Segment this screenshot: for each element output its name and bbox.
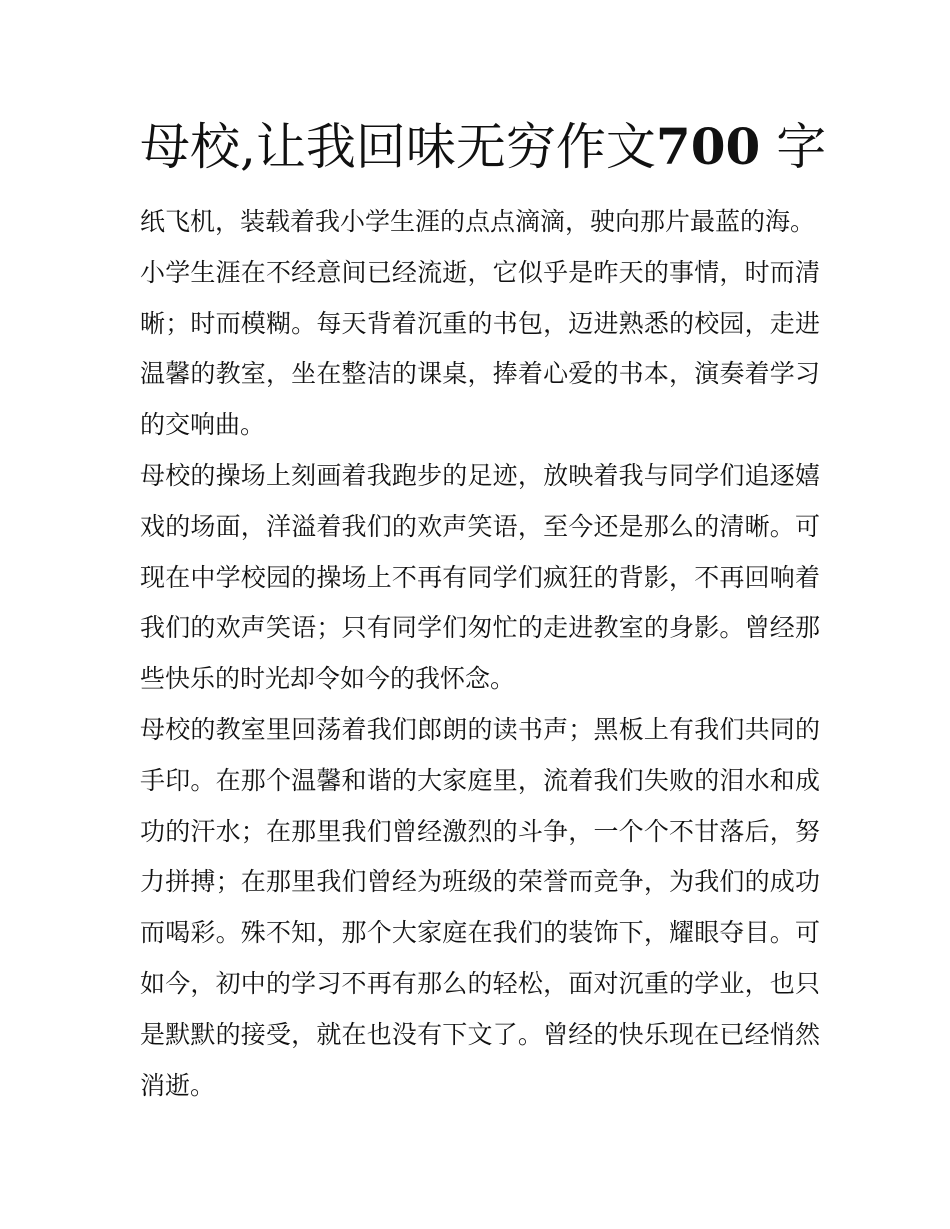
paragraph-4: 母校的教室里回荡着我们郎朗的读书声；黑板上有我们共同的手印。在那个温馨和谐的大家庭里，流着我们失败的泪水和成功的汗水；在那里我们曾经激烈的斗争，一个个不甘落后，努力拼搏；在那里我们曾经为班级的荣誉而竞争，为我们的成功而喝彩。殊不知，那个大家庭在我们的装饰下，耀眼夺目。可如今，初中的学习不再有那么的轻松，面对沉重的学业，也只是默默的接受，就在也没有下文了。曾经的快乐现在已经悄然消逝。	[140, 714, 820, 1100]
title-number: 700	[655, 117, 761, 176]
document-title	[140, 112, 840, 182]
title-text: 母校,让我回味无穷作文	[140, 118, 656, 176]
title-suffix: 字	[776, 118, 827, 176]
document-body	[140, 197, 820, 1111]
paragraph-3: 母校的操场上刻画着我跑步的足迹，放映着我与同学们追逐嬉戏的场面，洋溢着我们的欢声笑语，至今还是那么的清晰。可现在中学校园的操场上不再有同学们疯狂的背影，不再回响着我们的欢声笑语；只有同学们匆忙的走进教室的身影。曾经那些快乐的时光却令如今的我怀念。	[140, 460, 820, 694]
paragraph-2: 小学生涯在不经意间已经流逝，它似乎是昨天的事情，时而清晰；时而模糊。每天背着沉重的书包，迈进熟悉的校园，走进温馨的教室，坐在整洁的课桌，捧着心爱的书本，演奏着学习的交响曲。	[140, 257, 820, 440]
paragraph-1: 纸飞机，装载着我小学生涯的点点滴滴，驶向那片最蓝的海。	[140, 207, 816, 236]
